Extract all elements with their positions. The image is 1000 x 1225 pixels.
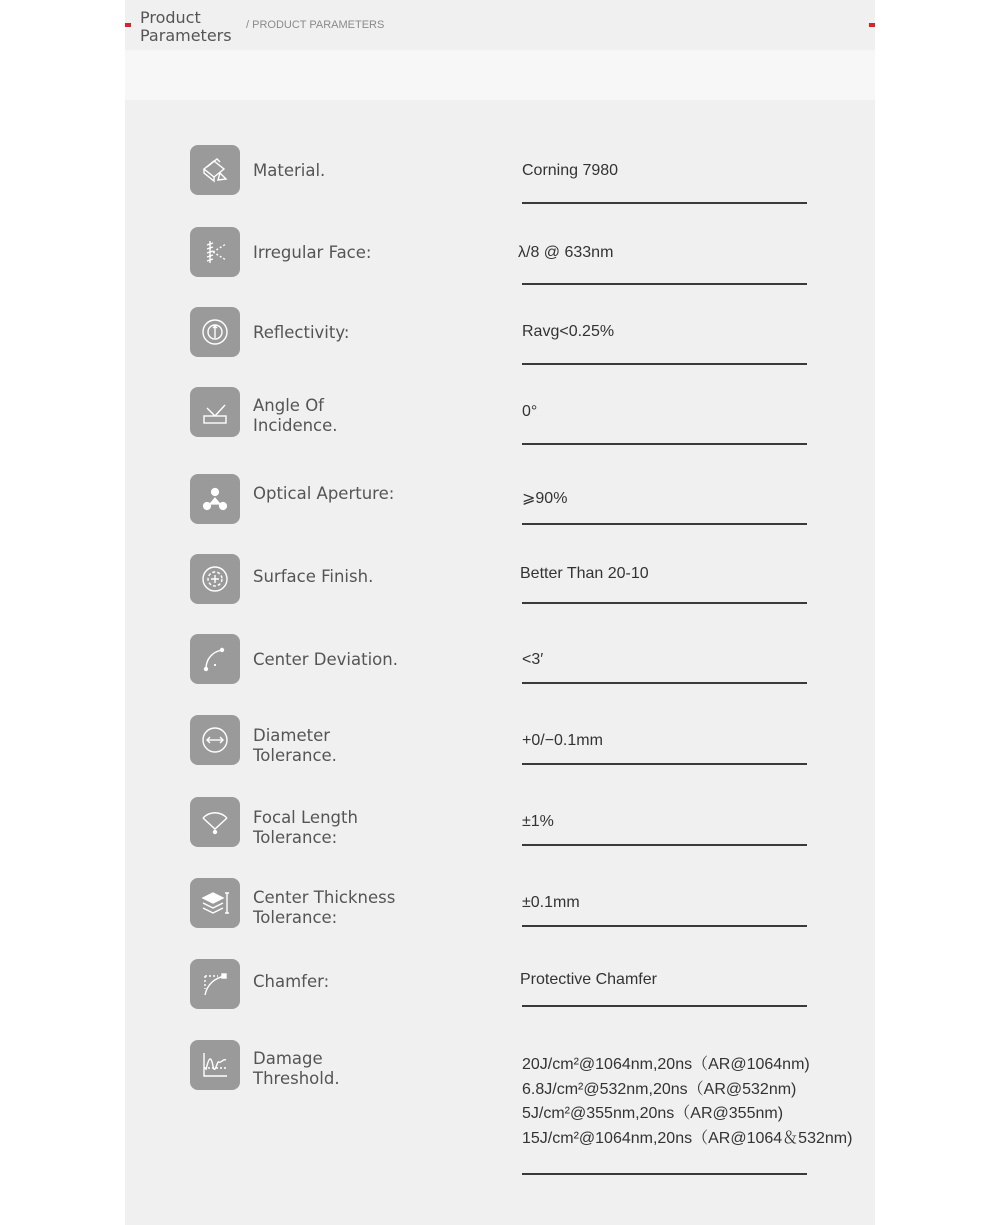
thickness-icon [190, 878, 240, 928]
material-icon [190, 145, 240, 195]
value-underline [522, 763, 807, 765]
surface-finish-icon [190, 554, 240, 604]
param-value: Better Than 20-10 [520, 565, 649, 582]
value-underline [522, 443, 807, 445]
param-label: Optical Aperture: [253, 484, 395, 503]
header-band [125, 50, 875, 100]
param-value: ±1% [522, 813, 554, 830]
value-underline [522, 283, 807, 285]
param-value: 0° [522, 403, 538, 420]
param-label: Diameter Tolerance. [253, 726, 337, 765]
chamfer-icon [190, 959, 240, 1009]
center-deviation-icon [190, 634, 240, 684]
damage-threshold-icon [190, 1040, 240, 1090]
section-title [140, 9, 232, 45]
param-label: Center Deviation. [253, 650, 398, 669]
param-label: Surface Finish. [253, 567, 374, 586]
accent-mark-right [869, 23, 875, 27]
section-title-line1: Product [140, 8, 201, 27]
value-underline [522, 925, 807, 927]
param-label: Material. [253, 161, 326, 180]
section-subtitle: / PRODUCT PARAMETERS [246, 19, 385, 31]
value-underline [522, 523, 807, 525]
param-label: Angle Of Incidence. [253, 396, 338, 435]
value-underline [522, 844, 807, 846]
param-value: ⩾90% [522, 490, 568, 507]
reflectivity-icon [190, 307, 240, 357]
value-underline [522, 682, 807, 684]
param-value: Ravg<0.25% [522, 323, 615, 340]
param-label: Irregular Face: [253, 243, 372, 262]
diameter-icon [190, 715, 240, 765]
value-underline [522, 602, 807, 604]
focal-length-icon [190, 797, 240, 847]
section-title-line2: Parameters [140, 26, 232, 45]
param-value: 20J/cm²@1064nm,20ns（AR@1064nm) 6.8J/cm²@532nm,20ns（AR@532nm) 5J/cm²@355nm,20ns（AR@355nm) 15J/cm²@1064nm,20ns（AR@1064＆532nm) [522, 1056, 853, 1147]
param-label: Chamfer: [253, 972, 330, 991]
param-value: +0/−0.1mm [522, 732, 603, 749]
param-label: Focal Length Tolerance: [253, 808, 358, 847]
value-underline [522, 1005, 807, 1007]
parameters-panel [125, 0, 875, 1225]
param-value: Protective Chamfer [520, 971, 657, 988]
value-underline [522, 363, 807, 365]
param-label: Center Thickness Tolerance: [253, 888, 396, 927]
angle-icon [190, 387, 240, 437]
param-value: <3′ [522, 651, 544, 668]
accent-mark-left [125, 23, 131, 27]
param-label: Reflectivity: [253, 323, 350, 342]
aperture-icon [190, 474, 240, 524]
param-value: ±0.1mm [522, 894, 580, 911]
value-underline [522, 202, 807, 204]
param-label: Damage Threshold. [253, 1049, 340, 1088]
irregular-face-icon [190, 227, 240, 277]
param-value: λ/8 @ 633nm [518, 244, 614, 261]
param-value: Corning 7980 [522, 162, 619, 179]
value-underline [522, 1173, 807, 1175]
section-header [125, 0, 875, 50]
